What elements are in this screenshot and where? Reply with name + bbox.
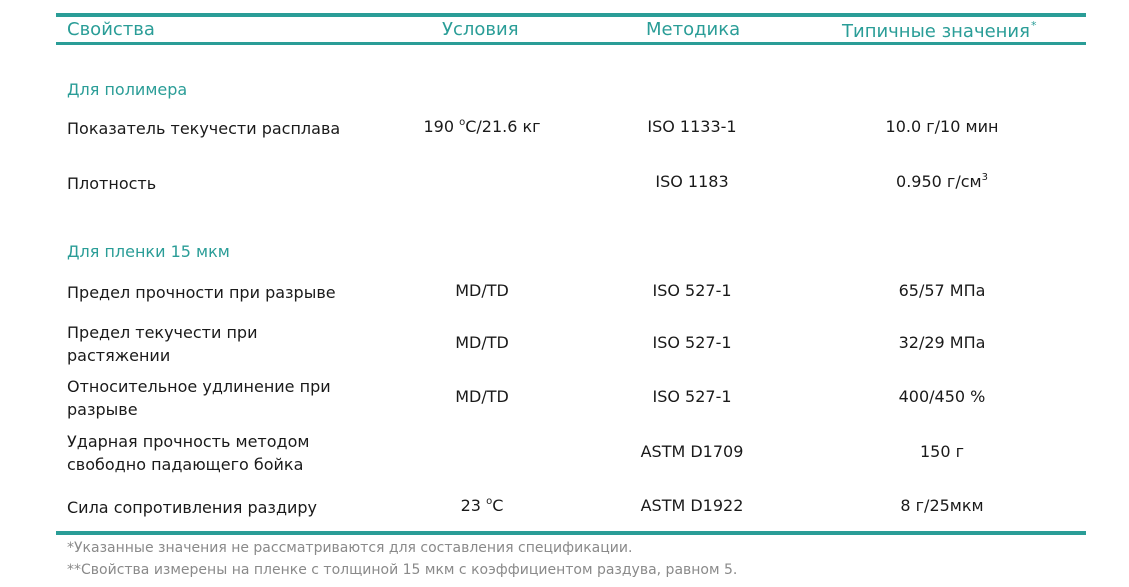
superscript: 3 [981, 172, 988, 183]
degree-mark: o [486, 496, 493, 507]
cond-text: C/21.6 кг [465, 117, 541, 136]
row-method: ISO 527-1 [652, 333, 732, 352]
section-film: Для пленки 15 мкм [67, 242, 230, 261]
cond-text: 23 [460, 496, 487, 515]
table-header-rule [56, 42, 1086, 45]
table-header [56, 17, 1086, 42]
row-property: Предел прочности при разрыве [67, 283, 336, 302]
row-conditions [382, 117, 582, 136]
header-conditions: Условия [442, 19, 519, 40]
value-text: 0.950 г/см [896, 172, 982, 191]
row-property: Сила сопротивления раздиру [67, 498, 318, 517]
row-value: 400/450 % [898, 387, 986, 406]
row-method: ISO 1133-1 [647, 117, 737, 136]
table-bottom-rule [56, 531, 1086, 535]
degree-mark: o [459, 117, 466, 128]
row-property: Предел текучести при растяжении [67, 323, 258, 365]
row-method: ISO 527-1 [652, 387, 732, 406]
row-property: Плотность [67, 174, 157, 193]
row-property: Показатель текучести расплава [67, 119, 341, 138]
cond-text: 190 [423, 117, 460, 136]
header-typical-values [842, 19, 1036, 42]
row-value: 8 г/25мкм [900, 496, 984, 515]
footnote-2: **Свойства измерены на пленке с толщиной 15 мкм с коэффициентом раздува, равном 5. [67, 562, 738, 578]
row-conditions [382, 496, 582, 515]
row-method: ISO 527-1 [652, 281, 732, 300]
row-value [842, 172, 1042, 191]
row-method: ASTM D1709 [640, 442, 744, 461]
row-conditions: MD/TD [455, 281, 509, 300]
row-conditions: MD/TD [455, 387, 509, 406]
header-property: Свойства [67, 19, 155, 40]
row-method: ASTM D1922 [640, 496, 744, 515]
row-value: 10.0 г/10 мин [885, 117, 999, 136]
row-conditions: MD/TD [455, 333, 509, 352]
cond-text: C [492, 496, 504, 515]
footnote-1: *Указанные значения не рассматриваются для составления спецификации. [67, 540, 633, 556]
row-property: Относительное удлинение при разрыве [67, 377, 331, 419]
row-value: 65/57 МПа [898, 281, 986, 300]
header-typical-label: Типичные значения [842, 21, 1030, 42]
row-value: 150 г [919, 442, 965, 461]
header-typical-mark: * [1030, 19, 1037, 32]
row-value: 32/29 МПа [898, 333, 986, 352]
section-polymer: Для полимера [67, 80, 188, 99]
header-method: Методика [646, 19, 741, 40]
row-method: ISO 1183 [655, 172, 729, 191]
row-property: Ударная прочность методом свободно падающего бойка [67, 432, 310, 474]
